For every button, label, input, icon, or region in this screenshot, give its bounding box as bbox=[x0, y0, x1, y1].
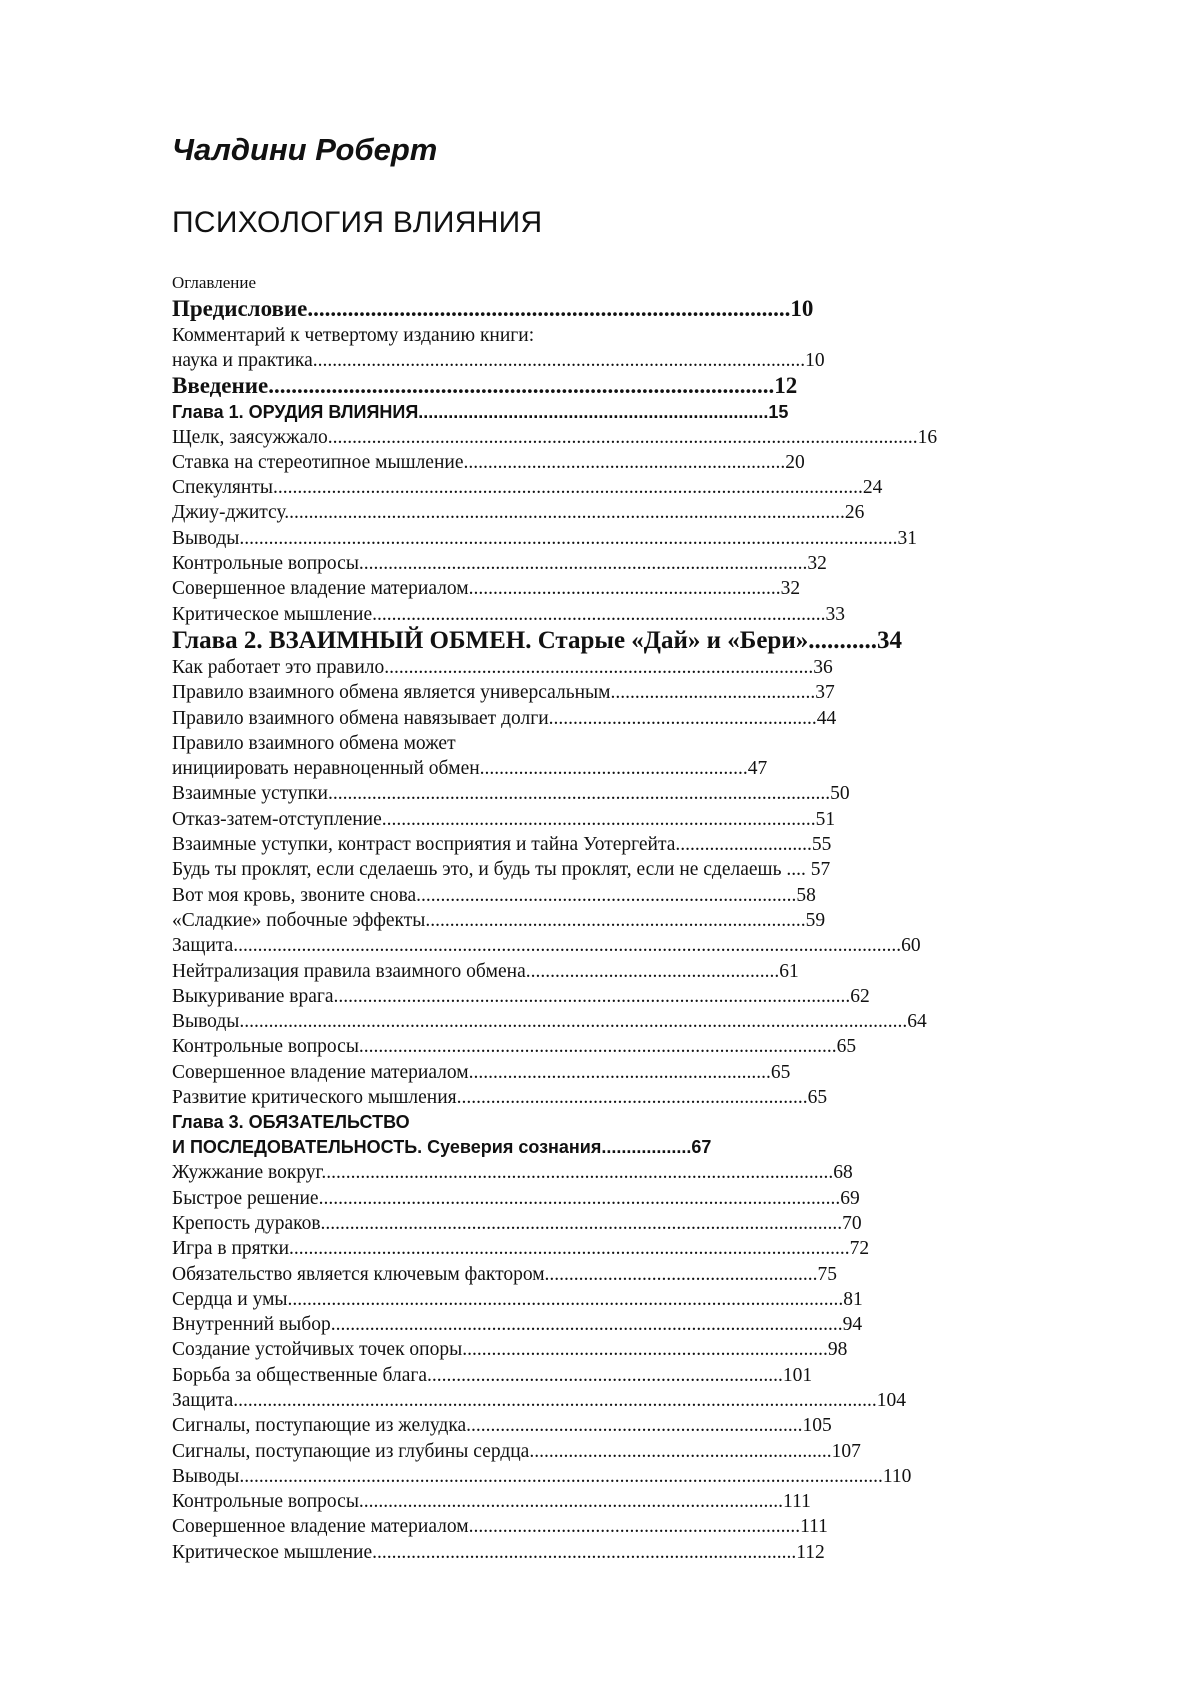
toc-entry-text: Борьба за общественные блага.........................................................................101 bbox=[172, 1364, 813, 1386]
toc-entry-text: Правило взаимного обмена навязывает долги.......................................................44 bbox=[172, 707, 837, 729]
toc-entry-text: Выводы.........................................................................................................................................64 bbox=[172, 1011, 927, 1033]
toc-entry-text: Крепость дураков...........................................................................................................70 bbox=[172, 1212, 862, 1234]
toc-entry bbox=[172, 984, 1072, 1009]
toc-entry-text: Контрольные вопросы.......................................................................................111 bbox=[172, 1491, 811, 1513]
toc-entry-text: Сигналы, поступающие из желудка.....................................................................105 bbox=[172, 1415, 832, 1437]
toc-entry bbox=[172, 551, 1072, 576]
toc-entry bbox=[172, 655, 1072, 680]
toc-entry bbox=[172, 1540, 1072, 1565]
toc-entry bbox=[172, 781, 1072, 806]
toc-entry bbox=[172, 373, 1072, 400]
toc-entry-text: Введение........................................................................................12 bbox=[172, 373, 798, 399]
toc-entry bbox=[172, 500, 1072, 525]
toc-entry-text: Игра в прятки...................................................................................................................72 bbox=[172, 1238, 870, 1260]
toc-entry bbox=[172, 1439, 1072, 1464]
toc-entry-text: Сердца и умы..................................................................................................................81 bbox=[172, 1288, 863, 1310]
toc-entry-text: Отказ-затем-отступление.........................................................................................51 bbox=[172, 808, 836, 830]
author-name: Чалдини Роберт bbox=[172, 132, 438, 167]
toc-entry bbox=[172, 1009, 1072, 1034]
toc-entry bbox=[172, 1110, 1072, 1135]
toc-entry-text: Контрольные вопросы............................................................................................32 bbox=[172, 553, 827, 575]
toc-entry-text: Обязательство является ключевым фактором........................................................75 bbox=[172, 1263, 838, 1285]
toc-entry bbox=[172, 959, 1072, 984]
toc-entry bbox=[172, 1186, 1072, 1211]
toc-entry-text: Правило взаимного обмена является универсальным..........................................37 bbox=[172, 682, 835, 704]
toc-entry-text: Внутренний выбор.........................................................................................................94 bbox=[172, 1314, 863, 1336]
toc-entry bbox=[172, 933, 1072, 958]
toc-entry-text: Как работает это правило........................................................................................36 bbox=[172, 656, 833, 678]
toc-entry bbox=[172, 706, 1072, 731]
toc-entry-text: Джиу-джитсу...................................................................................................................26 bbox=[172, 502, 865, 524]
toc-entry bbox=[172, 425, 1072, 450]
toc-entry bbox=[172, 1236, 1072, 1261]
toc-entry bbox=[172, 857, 1072, 882]
toc-entry bbox=[172, 1413, 1072, 1438]
toc-entry-text: инициировать неравноценный обмен.......................................................47 bbox=[172, 758, 768, 780]
toc-entry-text: Создание устойчивых точек опоры...........................................................................98 bbox=[172, 1339, 848, 1361]
toc-entry bbox=[172, 1262, 1072, 1287]
toc-entry bbox=[172, 1135, 1072, 1160]
toc-entry bbox=[172, 1514, 1072, 1539]
toc-entry bbox=[172, 1312, 1072, 1337]
toc-entry bbox=[172, 296, 1072, 323]
toc-entry bbox=[172, 1160, 1072, 1185]
toc-entry-text: Быстрое решение...........................................................................................................69 bbox=[172, 1187, 860, 1209]
toc-entry-text: Совершенное владение материалом....................................................................111 bbox=[172, 1516, 828, 1538]
toc-entry bbox=[172, 1489, 1072, 1514]
toc-entry-text: Правило взаимного обмена может bbox=[172, 732, 456, 754]
toc-entry-text: Вот моя кровь, звоните снова..............................................................................58 bbox=[172, 884, 816, 906]
toc-heading: Оглавление bbox=[172, 273, 256, 292]
toc-entry-text: Глава 3. ОБЯЗАТЕЛЬСТВО bbox=[172, 1112, 410, 1133]
toc-entry-text: И ПОСЛЕДОВАТЕЛЬНОСТЬ. Суеверия сознания..................67 bbox=[172, 1137, 712, 1158]
toc-entry bbox=[172, 1388, 1072, 1413]
toc-entry-text: Глава 1. ОРУДИЯ ВЛИЯНИЯ......................................................................15 bbox=[172, 401, 789, 422]
toc-entry bbox=[172, 832, 1072, 857]
toc-entry bbox=[172, 1337, 1072, 1362]
toc-entry bbox=[172, 807, 1072, 832]
toc-entry-text: Контрольные вопросы..................................................................................................65 bbox=[172, 1036, 857, 1058]
toc-entry-text: Взаимные уступки.......................................................................................................50 bbox=[172, 783, 850, 805]
toc-entry-text: Выкуривание врага..........................................................................................................62 bbox=[172, 985, 870, 1007]
table-of-contents bbox=[172, 296, 1072, 1565]
toc-entry bbox=[172, 1211, 1072, 1236]
toc-entry bbox=[172, 627, 1072, 655]
book-title: ПСИХОЛОГИЯ ВЛИЯНИЯ bbox=[172, 206, 543, 239]
toc-entry-text: «Сладкие» побочные эффекты..............................................................................59 bbox=[172, 909, 826, 931]
toc-entry-text: Защита....................................................................................................................................104 bbox=[172, 1389, 907, 1411]
toc-entry-text: Совершенное владение материалом..............................................................65 bbox=[172, 1061, 791, 1083]
toc-entry bbox=[172, 1085, 1072, 1110]
toc-entry bbox=[172, 1060, 1072, 1085]
toc-entry-text: Взаимные уступки, контраст восприятия и тайна Уотергейта............................55 bbox=[172, 834, 832, 856]
toc-entry-text: Будь ты проклят, если сделаешь это, и будь ты проклят, если не сделаешь .... 57 bbox=[172, 859, 831, 881]
toc-entry-text: Критическое мышление.......................................................................................112 bbox=[172, 1541, 825, 1563]
toc-entry-text: Выводы....................................................................................................................................110 bbox=[172, 1465, 912, 1487]
toc-entry-text: Предисловие....................................................................................10 bbox=[172, 296, 814, 321]
toc-entry bbox=[172, 883, 1072, 908]
toc-entry bbox=[172, 731, 1072, 756]
toc-entry-text: наука и практика.....................................................................................................10 bbox=[172, 349, 825, 371]
toc-entry bbox=[172, 400, 1072, 425]
toc-entry bbox=[172, 756, 1072, 781]
toc-entry bbox=[172, 323, 1072, 348]
toc-entry bbox=[172, 1034, 1072, 1059]
toc-entry-text: Нейтрализация правила взаимного обмена....................................................61 bbox=[172, 960, 799, 982]
toc-entry-text: Защита.........................................................................................................................................60 bbox=[172, 935, 921, 957]
toc-entry bbox=[172, 348, 1072, 373]
toc-entry-text: Щелк, заясужжало.........................................................................................................................16 bbox=[172, 426, 938, 448]
toc-entry bbox=[172, 450, 1072, 475]
toc-entry-text: Спекулянты.........................................................................................................................24 bbox=[172, 477, 883, 499]
toc-entry bbox=[172, 908, 1072, 933]
toc-entry-text: Выводы.......................................................................................................................................31 bbox=[172, 527, 918, 549]
toc-entry bbox=[172, 1363, 1072, 1388]
toc-entry-text: Глава 2. ВЗАИМНЫЙ ОБМЕН. Старые «Дай» и «Бери»...........34 bbox=[172, 626, 902, 654]
toc-entry-text: Комментарий к четвертому изданию книги: bbox=[172, 324, 535, 346]
toc-entry-text: Ставка на стереотипное мышление..................................................................20 bbox=[172, 451, 805, 473]
toc-entry-text: Жужжание вокруг.........................................................................................................68 bbox=[172, 1162, 853, 1184]
toc-entry bbox=[172, 475, 1072, 500]
toc-entry bbox=[172, 576, 1072, 601]
toc-entry bbox=[172, 602, 1072, 627]
toc-entry bbox=[172, 526, 1072, 551]
toc-entry-text: Развитие критического мышления........................................................................65 bbox=[172, 1087, 828, 1109]
toc-entry-text: Совершенное владение материалом................................................................32 bbox=[172, 578, 801, 600]
toc-entry-text: Сигналы, поступающие из глубины сердца..............................................................107 bbox=[172, 1440, 861, 1462]
toc-entry bbox=[172, 1287, 1072, 1312]
toc-entry-text: Критическое мышление.............................................................................................33 bbox=[172, 603, 845, 625]
toc-entry bbox=[172, 1464, 1072, 1489]
toc-entry bbox=[172, 680, 1072, 705]
